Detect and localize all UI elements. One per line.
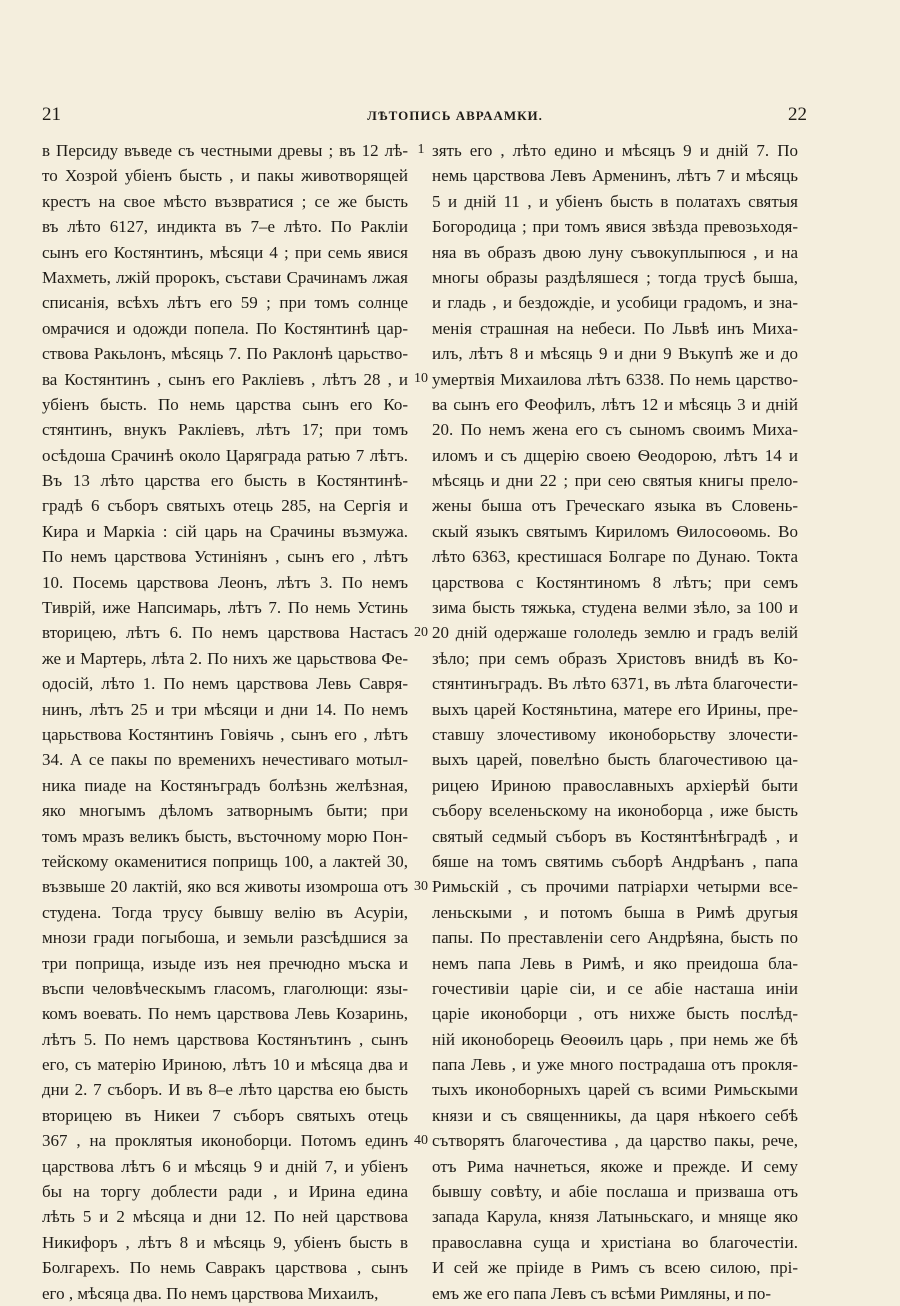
text-line: сынъ его Костянтинъ, мѣсяци 4 ; при семь явися <box>42 242 408 262</box>
text-line: дни 2. 7 съборъ. И въ 8–е лѣто царства ею бысть <box>42 1080 408 1100</box>
text-line: тейскому окаменитися поприщь 100, а лактей 30, <box>42 851 408 871</box>
text-line: лѣто 6363, крестишася Болгаре по Дунаю. Токта <box>432 547 798 567</box>
text-line: омрачися и одожди попела. По Костянтинѣ цар- <box>42 318 408 338</box>
text-line: Кира и Маркіа : сій царь на Срачины възмужа. <box>42 521 408 541</box>
margin-line-number: 30 <box>414 879 428 894</box>
text-line: Въ 13 лѣто царства его бысть в Костянтинѣ- <box>42 471 408 491</box>
text-line: папы. По преставленіи сего Андрѣяна, бысть по <box>432 928 798 948</box>
text-line: гочестивіи царіе сіи, и се абіе насташа иніи <box>432 978 798 998</box>
text-line: царствова лѣтъ 6 и мѣсяць 9 и дній 7, и убіенъ <box>42 1156 408 1176</box>
text-line: въспи человѣческымъ гласомъ, глаголющи: язы- <box>42 978 408 998</box>
text-line: убіенъ бысть. По немь царства сынъ его Ко- <box>42 394 408 414</box>
text-line: 5 и дній 11 , и убіенъ бысть в полатахъ святыя <box>432 191 798 211</box>
text-line: Болгарехъ. По немь Савракъ царствова , сынъ <box>42 1258 408 1278</box>
text-line: то Хозрой убіенъ бысть , и пакы животворящей <box>42 166 408 186</box>
text-line: зять его , лѣто едино и мѣсяцъ 9 и дній 7. По <box>432 141 798 160</box>
text-line: князи и съ священникы, да царя нѣкоего себѣ <box>432 1105 798 1125</box>
text-line: зима бысть тяжька, студена велми зѣло, за 100 и <box>432 598 798 618</box>
right-text-column <box>432 138 798 1306</box>
text-line: емъ же его папа Левъ съ всѣми Римляны, и по- <box>432 1283 772 1303</box>
text-line: запада Карула, князя Латыньскаго, и мняще яко <box>432 1207 798 1227</box>
text-line: православна суща и христіана во благочестіи. <box>432 1232 798 1252</box>
text-line: 367 , на проклятыя иконоборци. Потомъ единъ <box>42 1131 408 1151</box>
text-line: бывшу совѣту, и абіе послаша и призваша отъ <box>432 1182 798 1202</box>
text-line: ва Костянтинъ , сынъ его Ракліевъ , лѣтъ 28 , и <box>42 369 408 389</box>
text-line: събору вселеньскому на иконоборца , иже бысть <box>432 801 798 821</box>
text-line: царіе иконоборци , отъ нихже бысть послѣд- <box>432 1004 798 1024</box>
text-line: ній иконоборець Ѳеоѳилъ царь , при немь же бѣ <box>432 1029 798 1049</box>
text-line: сътворятъ благочестива , да царство пакы, рече, <box>432 1131 798 1151</box>
text-line: выхъ царей, повелѣно бысть благочестивою ца- <box>432 750 798 770</box>
text-line: По немъ царствова Устиніянъ , сынъ его , лѣтъ <box>42 547 408 567</box>
text-line: скый языкъ святымъ Кириломъ Ѳилосоѳомь. Во <box>432 521 798 541</box>
text-line: Никифоръ , лѣтъ 8 и мѣсяць 9, убіенъ бысть в <box>42 1232 408 1252</box>
text-line: бяше на томъ святимь съборѣ Андрѣанъ , папа <box>432 851 798 871</box>
text-line: зѣло; при семъ образъ Христовъ внидѣ въ Ко- <box>432 648 798 668</box>
text-line: одосій, лѣто 1. По немъ царствова Левь Савря- <box>42 674 408 694</box>
text-line: Тиврій, иже Напсимарь, лѣтъ 7. По немь Устинь <box>42 598 408 618</box>
text-line: градѣ 6 съборъ святыхъ отець 285, на Сергія и <box>42 496 408 516</box>
text-line: его , мѣсяца два. По немъ царствова Михаилъ, <box>42 1283 379 1303</box>
text-line: тыхъ иконоборныхъ царей съ всими Римьскыми <box>432 1080 798 1100</box>
running-title: ЛѢТОПИСЬ АВРААМКИ. <box>367 108 543 123</box>
text-line: томъ мразъ великъ бысть, въсточному морю Пон- <box>42 826 408 846</box>
text-line: стянтинъградъ. Въ лѣто 6371, въ лѣта благочести- <box>432 674 798 694</box>
text-line: ствова Ракьлонъ, мѣсяць 7. По Раклонѣ царьство- <box>42 344 408 364</box>
text-line: мѣсяць и дни 22 ; при сею святыя книгы прело- <box>432 471 798 491</box>
margin-line-number: 40 <box>414 1133 428 1148</box>
text-line: мнози гради погыбоша, и земьли разсѣдшися за <box>42 928 408 948</box>
text-line: списанія, всѣхъ лѣтъ его 59 ; при томъ солнце <box>42 293 408 313</box>
text-line: жены быша отъ Греческаго языка въ Словень- <box>432 496 798 516</box>
text-line: илъ, лѣтъ 8 и мѣсяць 9 и дни 9 Въкупѣ же и до <box>432 344 798 364</box>
text-line: Римьскій , съ прочими патріархи четырми все- <box>432 877 798 897</box>
text-line: възвыше 20 лактій, яко вся животы изомроша отъ <box>42 877 408 897</box>
text-line: лѣтъ 5. По немъ царствова Костянътинъ , сынъ <box>42 1029 408 1049</box>
page-number-left: 21 <box>42 104 61 125</box>
text-line: бы на торгу доблести ради , и Ирина едина <box>42 1182 408 1202</box>
text-line: менія страшная на небеси. По Львѣ инъ Миха- <box>432 318 798 338</box>
text-line: многы образы раздѣляшеся ; тогда трусѣ быша, <box>432 267 798 287</box>
text-line: умертвія Михаилова лѣтъ 6338. По немь царство- <box>432 369 798 389</box>
text-line: ставшу злочестивому иконоборьству злочести- <box>432 724 798 744</box>
text-line: 34. А се пакы по временихъ нечестиваго мотыл- <box>42 750 408 770</box>
text-line: рицею Ириною православныхъ архіерѣй быти <box>432 775 798 795</box>
text-line: его, съ матерію Ириною, лѣтъ 10 и мѣсяца два и <box>42 1055 408 1075</box>
text-line: няа въ образъ двою луну съвокуплыпюся , и на <box>432 242 798 262</box>
left-text-column <box>42 138 408 1306</box>
text-line: въ лѣто 6127, индикта въ 7–е лѣто. По Ракліи <box>42 217 408 237</box>
text-line: вторицею, лѣтъ 6. По немъ царствова Настасъ <box>42 623 408 643</box>
text-line: ника пиаде на Костянъградъ болѣзнь желѣзная, <box>42 775 408 795</box>
text-line: отъ Рима начнеться, якоже и прежде. И сему <box>432 1156 798 1176</box>
text-line: царьствова Костянтинъ Говіячь , сынъ его , лѣтъ <box>42 724 408 744</box>
text-line: в Персиду въведе съ честными древы ; въ 12 лѣ- <box>42 141 408 160</box>
text-line: 20. По немъ жена его съ сыномъ своимъ Миха- <box>432 420 798 440</box>
text-line: папа Левь , и уже много пострадаша отъ прокля- <box>432 1055 798 1075</box>
margin-line-number: 1 <box>417 142 425 157</box>
text-line: же и Мартерь, лѣта 2. По нихъ же царьствова Фе- <box>42 648 408 668</box>
margin-line-number: 20 <box>414 625 428 640</box>
text-line: выхъ царей Костяньтина, матере его Ирины, пре- <box>432 699 798 719</box>
text-line: и гладь , и бездождіе, и усобици градомъ, и зна- <box>432 293 798 313</box>
text-line: лѣть 5 и 2 мѣсяца и дни 12. По ней царствова <box>42 1207 408 1227</box>
text-line: комъ воевать. По немъ царствова Левь Козаринь, <box>42 1004 408 1024</box>
text-line: Махметь, лжій пророкъ, състави Срачинамъ лжая <box>42 267 408 287</box>
text-line: 10. Посемь царствова Леонъ, лѣтъ 3. По немъ <box>42 572 408 592</box>
page-number-right: 22 <box>788 104 807 125</box>
text-line: стянтинъ, внукъ Ракліевъ, лѣтъ 17; при томъ <box>42 420 408 440</box>
text-line: студена. Тогда трусу бывшу велію въ Асуріи, <box>42 902 408 922</box>
text-line: ва сынъ его Феофилъ, лѣтъ 12 и мѣсяць 3 и дній <box>432 394 798 414</box>
text-line: вторицею въ Никеи 7 съборъ святыхъ отець <box>42 1105 408 1125</box>
text-line: 20 дній одержаше гололедь землю и градъ велій <box>432 623 798 643</box>
text-line: яко многымъ дѣломъ затворнымъ быти; при <box>42 801 408 821</box>
text-line: иломъ и съ дщерію своею Ѳеодорою, лѣтъ 14 и <box>432 445 798 465</box>
text-line: Богородица ; при томъ явися звѣзда превозьходя- <box>432 217 798 237</box>
margin-line-number: 10 <box>414 371 428 386</box>
text-line: три поприща, изыде изъ нея пречюдно мъска и <box>42 953 408 973</box>
text-line: осѣдоша Срачинѣ около Царяграда ратью 7 лѣтъ. <box>42 445 408 465</box>
text-line: святый седмый съборъ въ Костянтѣнѣградѣ , и <box>432 826 798 846</box>
text-line: И сей же пріиде в Римъ съ всею силою, прі- <box>432 1258 798 1278</box>
text-line: немь царствова Левъ Арменинъ, лѣтъ 7 и мѣсяць <box>432 166 798 186</box>
text-line: леньскыми , и потомъ быша в Римѣ другыя <box>432 902 798 922</box>
text-line: нинъ, лѣтъ 25 и три мѣсяци и дни 14. По немъ <box>42 699 408 719</box>
text-line: царствова с Костянтиномъ 8 лѣтъ; при семъ <box>432 572 798 592</box>
text-line: немъ папа Левь в Римѣ, и яко преидоша бла- <box>432 953 798 973</box>
text-line: крестъ на свое мѣсто възвратися ; се же бысть <box>42 191 408 211</box>
